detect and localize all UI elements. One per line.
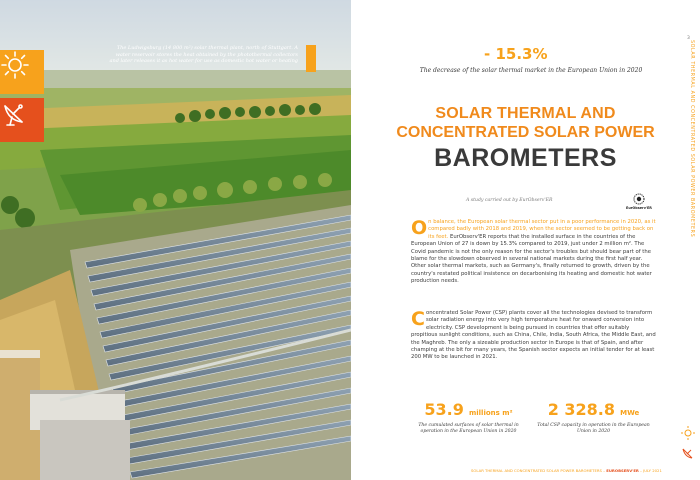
title-line-1: SOLAR THERMAL AND [435, 105, 616, 122]
page-footer [471, 468, 662, 473]
stat-value: 2 328.8 [547, 400, 616, 419]
stat-description: Total CSP capacity in operation in the European Union in 2020 [537, 423, 650, 434]
footer-date: – JULY 2021 [638, 468, 662, 473]
stat-unit: MWe [620, 409, 640, 417]
title-line-3: BAROMETERS [434, 144, 617, 172]
solar-dish-icon [0, 98, 30, 128]
dropcap-o: O [411, 217, 428, 239]
p1-lead: n balance, the European solar thermal sector put in a poor performance in 2020, as it compared badly with 2018 and 2019, when the sector seemed to be getting back on its feet. [428, 219, 656, 240]
footer-title: SOLAR THERMAL AND CONCENTRATED SOLAR POWER BAROMETERS – [471, 468, 607, 473]
footer-brand: EUROBSERV'ER [606, 468, 639, 473]
logo-mark-icon [633, 193, 645, 205]
caption-accent-bar [306, 45, 316, 72]
page-number: 3 [687, 36, 690, 41]
small-dish-icon [680, 445, 696, 461]
logo-text: EurObserv'ER [626, 206, 652, 210]
dropcap-c: C [411, 308, 425, 330]
small-sun-icon [680, 425, 696, 441]
p2-lead: oncentrated Solar Power (CSP) plants cover all the technologies devised to transform solar radiation energy into very high temperature heat for onward conversion into electricity. CSP development is being pursued in countries that offer suitably propitious sunlight conditions, such as China, Chile, India, South Africa, the Middle East, and the Maghreb. [411, 310, 656, 346]
stat-solar-thermal-surface [411, 400, 526, 435]
article-page [351, 0, 700, 480]
p2-body: The only a sizeable production sector in Europe is that of Spain, and after champing at the bit for many years, the Spanish sector expects an initial tender for at least 200 MW to be launched in 2021. [411, 339, 655, 361]
headline-percentage: - 15.3% [484, 45, 548, 63]
stat-unit: millions m² [468, 409, 513, 417]
photo-caption: The Ludwigsburg (14 800 m²) solar thermal plant, north of Stuttgart. A water reservoir stores the heat obtained by the photothermal collectors and later releases it as hot water for use as domestic hot water or heating [109, 45, 298, 64]
stat-value-row [411, 400, 526, 419]
sun-icon-tile [0, 50, 44, 94]
title-line-2: CONCENTRATED SOLAR POWER [396, 124, 655, 141]
vertical-title-text: SOLAR THERMAL AND CONCENTRATED SOLAR POWER BAROMETERS [689, 40, 694, 238]
stat-value: 53.9 [424, 400, 464, 419]
corner-icons [680, 425, 698, 465]
sun-icon [0, 50, 30, 80]
eurobserver-logo [626, 193, 652, 210]
stat-description: The cumulated surfaces of solar thermal in operation in the European Union in 2020 [418, 423, 519, 434]
stat-value-row [536, 400, 651, 419]
stat-csp-capacity [536, 400, 651, 435]
paragraph-csp [411, 310, 656, 362]
study-byline: A study carried out by EurObserv'ER [466, 198, 553, 203]
p1-body: EurObserv'ER reports that the installed surface in the countries of the European Union of 27 is down by 15.3% compared to 2019, just under 2 million m². The Covid pandemic is not the only reason for the sector's troubles but should bear part of the blame for the slowdown observed in several national markets during the first half year. Other solar thermal markets, such as Germany's, finally returned to growth, driven by the country's restated political insistence on decarbonising its heating and domestic hot water production needs. [411, 233, 652, 285]
paragraph-solar-thermal [411, 219, 656, 286]
dish-icon-tile [0, 98, 44, 142]
percentage-description: The decrease of the solar thermal market in the European Union in 2020 [419, 67, 643, 74]
